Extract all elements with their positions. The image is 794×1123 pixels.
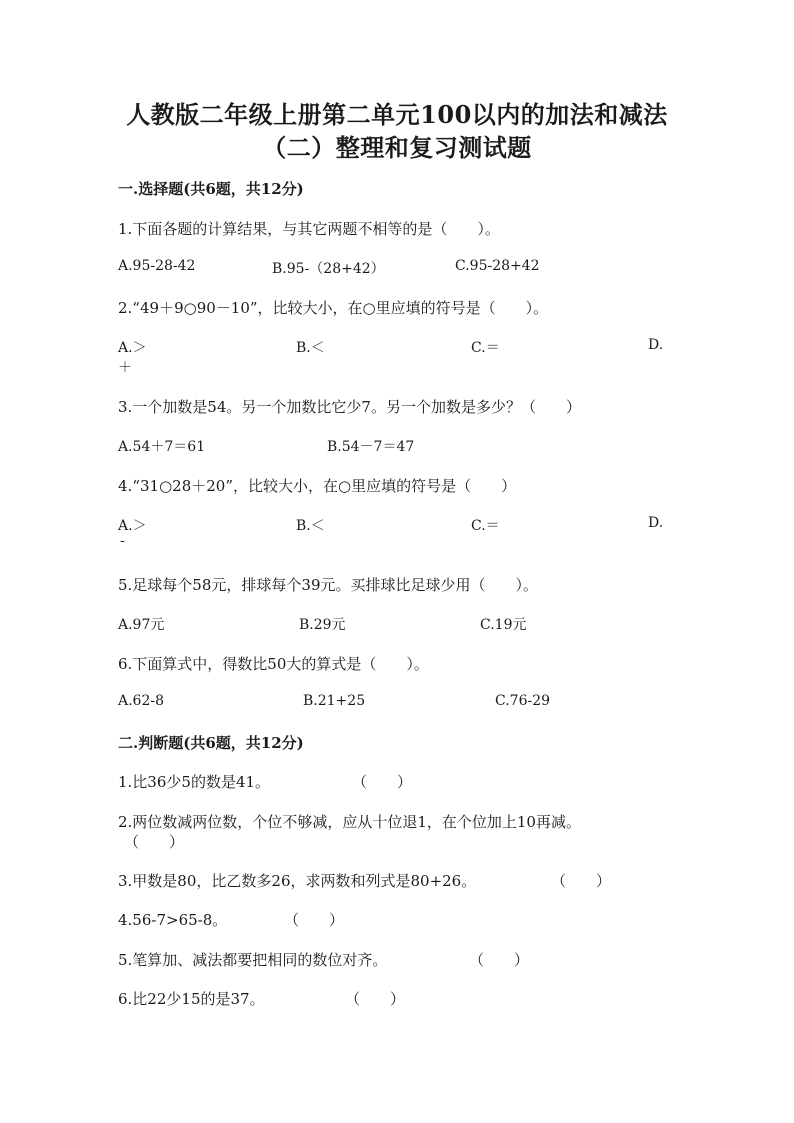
choice-question-3: 3.一个加数是54。另一个加数比它少7。另一个加数是多少？（ ） bbox=[118, 398, 581, 416]
choice-3-option-b: B.54－7＝47 bbox=[327, 439, 415, 455]
choice-question-4: 4.“31○28＋20”，比较大小，在○里应填的符号是（ ） bbox=[118, 477, 517, 495]
choice-6-option-c: C.76-29 bbox=[495, 693, 551, 709]
judgment-question-6: 6.比22少15的是37。 bbox=[118, 990, 265, 1008]
judgment-question-2: 2.两位数减两位数，个位不够减，应从十位退1，在个位加上10再减。 bbox=[118, 813, 581, 831]
choice-question-2: 2.“49＋9○90－10”，比较大小，在○里应填的符号是（ ）。 bbox=[118, 299, 549, 317]
choice-question-6: 6.下面算式中，得数比50大的算式是（ ）。 bbox=[118, 655, 429, 673]
choice-1-option-c: C.95-28+42 bbox=[455, 258, 540, 274]
choice-2-option-a: A.＞ bbox=[118, 340, 147, 356]
choice-3-option-a: A.54＋7＝61 bbox=[118, 439, 206, 455]
judgment-question-3: 3.甲数是80，比乙数多26，求两数和列式是80+26。 bbox=[118, 872, 477, 890]
choice-4-option-c: C.＝ bbox=[471, 518, 500, 534]
choice-4-option-a: A.＞ bbox=[118, 518, 147, 534]
choice-6-option-b: B.21+25 bbox=[303, 693, 366, 709]
choice-5-option-a: A.97元 bbox=[118, 617, 165, 633]
choice-2-option-d-value: ＋ bbox=[118, 360, 132, 376]
section-heading-choice: 一.选择题(共6题，共12分) bbox=[118, 180, 304, 198]
judgment-4-answer-paren: （ ） bbox=[284, 911, 345, 929]
judgment-question-1: 1.比36少5的数是41。 bbox=[118, 773, 271, 791]
choice-5-option-c: C.19元 bbox=[480, 617, 527, 633]
judgment-2-answer-paren: （ ） bbox=[124, 833, 185, 851]
choice-question-1: 1.下面各题的计算结果，与其它两题不相等的是（ ）。 bbox=[118, 220, 500, 238]
judgment-1-answer-paren: （ ） bbox=[352, 773, 413, 791]
choice-2-option-c: C.＝ bbox=[471, 340, 500, 356]
section-heading-judgment: 二.判断题(共6题，共12分) bbox=[118, 734, 304, 752]
choice-question-5: 5.足球每个58元，排球每个39元。买排球比足球少用（ ）。 bbox=[118, 576, 538, 594]
choice-2-option-d: D. bbox=[648, 337, 664, 353]
choice-2-option-b: B.＜ bbox=[296, 340, 325, 356]
judgment-question-5: 5.笔算加、减法都要把相同的数位对齐。 bbox=[118, 951, 388, 969]
choice-5-option-b: B.29元 bbox=[299, 617, 346, 633]
choice-1-option-a: A.95-28-42 bbox=[118, 258, 196, 274]
judgment-3-answer-paren: （ ） bbox=[551, 872, 612, 890]
choice-4-option-b: B.＜ bbox=[296, 518, 325, 534]
page-title-line1: 人教版二年级上册第二单元100以内的加法和减法 bbox=[126, 100, 668, 129]
choice-6-option-a: A.62-8 bbox=[118, 693, 165, 709]
page-title-line2: （二）整理和复习测试题 bbox=[262, 133, 532, 162]
judgment-6-answer-paren: （ ） bbox=[345, 990, 406, 1008]
choice-1-option-b: B.95-（28+42） bbox=[272, 261, 385, 277]
judgment-5-answer-paren: （ ） bbox=[469, 951, 530, 969]
choice-4-option-d-value: - bbox=[120, 533, 125, 549]
choice-4-option-d: D. bbox=[648, 515, 664, 531]
judgment-question-4: 4.56-7>65-8。 bbox=[118, 911, 228, 929]
